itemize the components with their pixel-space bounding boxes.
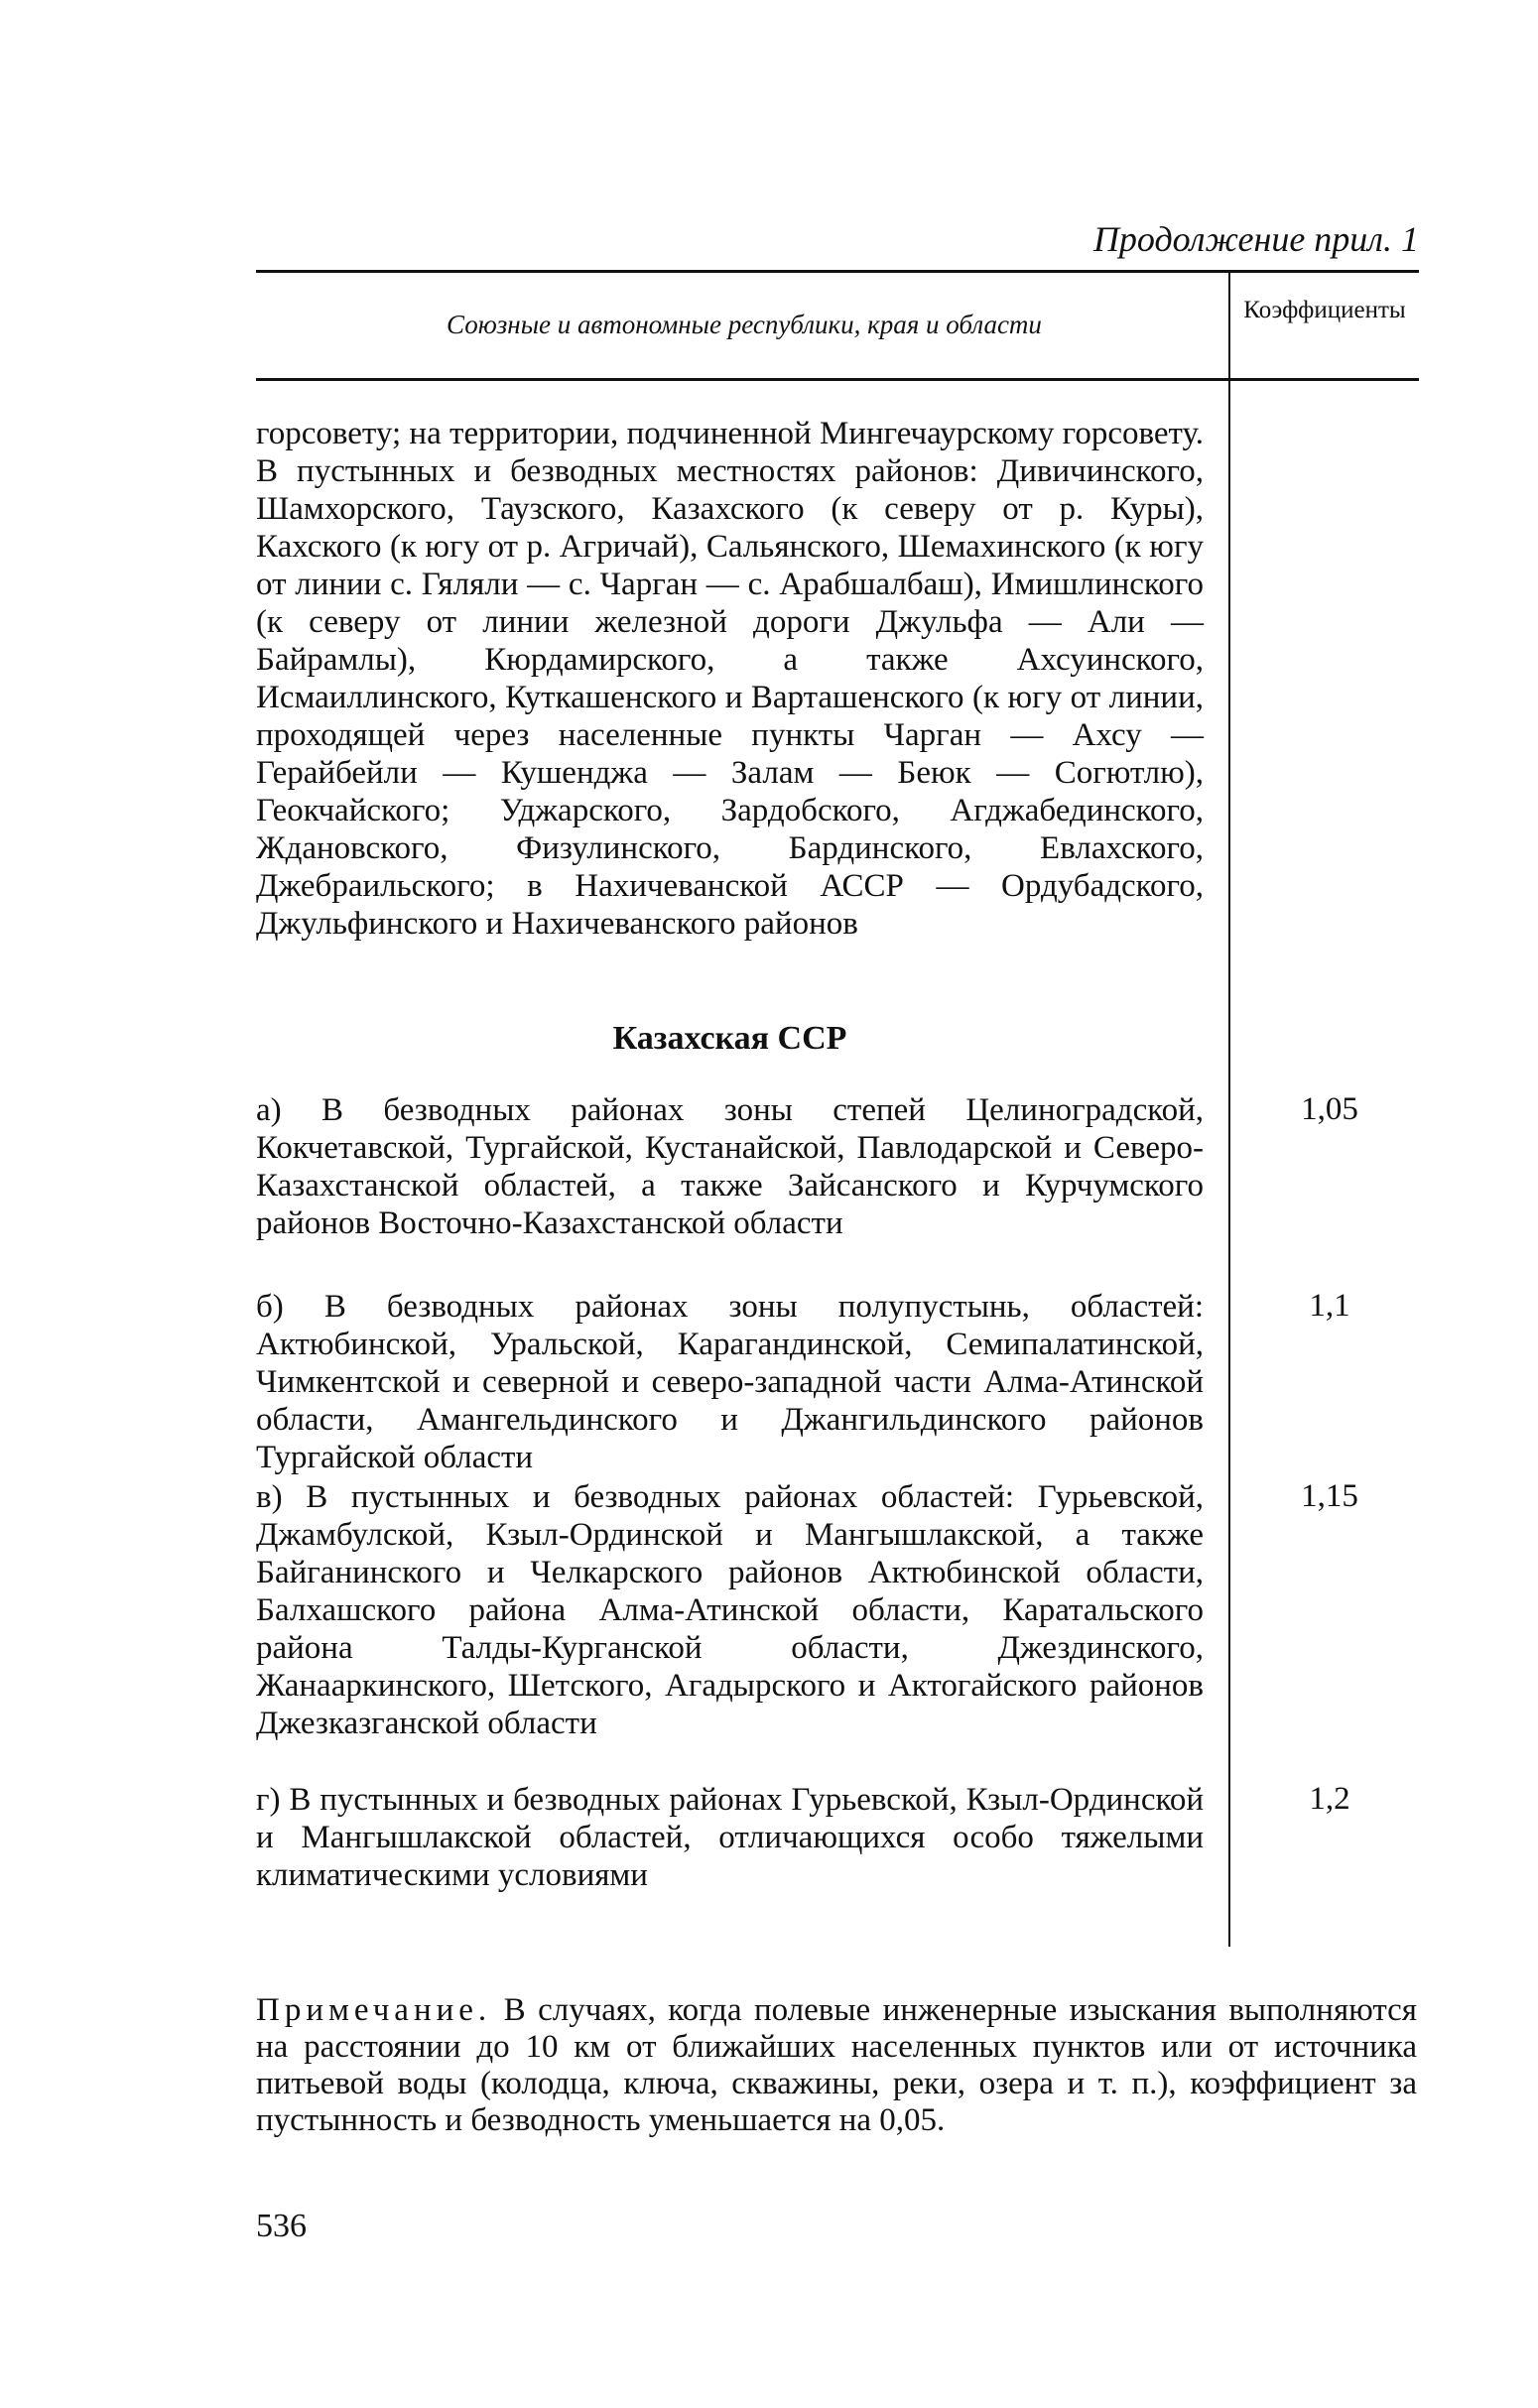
row-c-text: в) В пустынных и безводных районах областей: Гурьевской, Джамбулской, Кзыл-Ординской и Мангышлакской, а также Байганинского и Челкарского районов Актюбинской области, Балхашского района Алма-Атинской области, Каратальского района Талды-Курганской области, Джездинского, Жанааркинского, Шетского, Агадырского и Актогайского районов Джезказганской области — [256, 1479, 1204, 1741]
running-head: Продолжение прил. 1 — [1092, 219, 1419, 259]
footnote-text: В случаях, когда полевые инженерные изыскания выполняются на расстоянии до 10 км от ближайших населенных пунктов или от источника питьевой воды (колодца, ключа, скважины, реки, озера и т. п.), коэффициент за пустынность и безводность уменьшается на 0,05. — [256, 1992, 1417, 2138]
row-d-coefficient: 1,2 — [1309, 1781, 1350, 1817]
row-b-text: б) В безводных районах зоны полупустынь, областей: Актюбинской, Уральской, Карагандинской, Семипалатинской, Чимкентской и северной и северо-западной части Алма-Атинской области, Амангельдинского и Джангильдинского районов Тургайской области — [256, 1289, 1204, 1475]
table-top-rule — [256, 270, 1419, 273]
page-number: 536 — [256, 2208, 307, 2244]
column-header-coefficients: Коэффициенты — [1243, 297, 1406, 323]
column-divider — [1228, 270, 1230, 1947]
column-header-regions: Союзные и автономные республики, края и области — [447, 310, 1042, 339]
continued-text: горсовету; на территории, подчиненной Мингечаурскому горсовету. В пустынных и безводных местностях районов: Дивичинского, Шамхорского, Таузского, Казахского (к северу от р. Куры), Кахского (к югу от р. Агричай), Сальянского, Шемахинского (к югу от линии с. Гяляли — с. Чарган — с. Арабшалбаш), Имишлинского (к северу от линии железной дороги Джульфа — Али — Байрамлы), Кюрдамирского, а также Ахсуинского, Исмаиллинского, Куткашенского и Варташенского (к югу от линии, проходящей через населенные пункты Чарган — Ахсу — Герайбейли — Кушенджа — Залам — Беюк — Согютлю), Геокчайского; Уджарского, Зардобского, Агджабединского, Ждановского, Физулинского, Бардинского, Евлахского, Джебраильского; в Нахичеванской АССР — Ордубадского, Джульфинского и Нахичеванского районов — [256, 416, 1204, 942]
section-title: Казахская ССР — [612, 1020, 847, 1057]
row-c-coefficient: 1,15 — [1301, 1478, 1358, 1514]
row-a-text: а) В безводных районах зоны степей Целиноградской, Кокчетавской, Тургайской, Кустанайской, Павлодарской и Северо-Казахстанской областей, а также Зайсанского и Курчумского районов Восточно-Казахстанской области — [256, 1092, 1204, 1241]
row-a-coefficient: 1,05 — [1301, 1091, 1358, 1127]
table-header-bottom-rule — [256, 378, 1419, 381]
row-b-coefficient: 1,1 — [1309, 1288, 1350, 1324]
row-d-text: г) В пустынных и безводных районах Гурьевской, Кзыл-Ординской и Мангышлакской областей, отличающихся особо тяжелыми климатическими условиями — [256, 1782, 1204, 1893]
footnote — [256, 1992, 1417, 2139]
footnote-label: Примечание. — [256, 1992, 492, 2028]
